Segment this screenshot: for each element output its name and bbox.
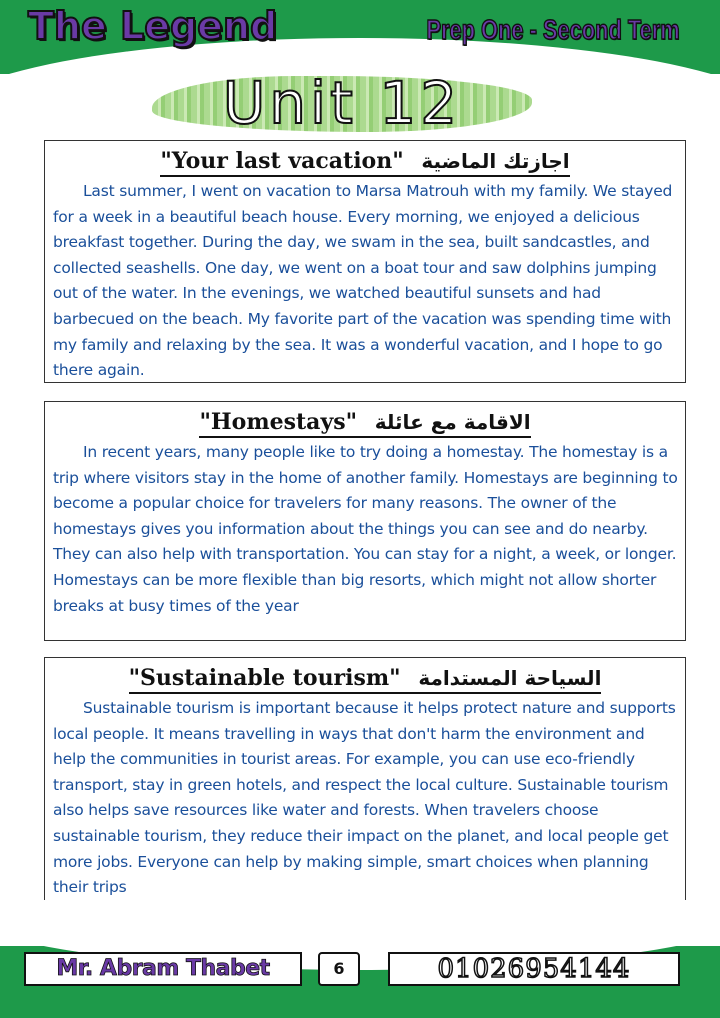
section-paragraph: Last summer, I went on vacation to Marsa Matrouh with my family. We stayed for a week in a beautiful beach house. Every morning, we enjoyed a delicious breakfast together. During the day, we swam in the sea, built sandcastles, and collected seashells. One day, we went on a boat tour and saw dolphins jumping out of the water. In the evenings, we watched beautiful sunsets and had barbecued on the beach. My favorite part of the vacation was spending time with my family and relaxing by the sea. It was a wonderful vacation, and I hope to go there again. — [53, 182, 673, 380]
brand-title: The Legend — [28, 4, 278, 48]
section-title-en: "Sustainable tourism" — [128, 665, 401, 691]
section-paragraph: In recent years, many people like to try doing a homestay. The homestay is a trip where visitors stay in the home of another family. Homestays are beginning to become a popular choice for travelers for many reasons. The owner of the homestays gives you information about the things you can see and do nearby. They can also help with transportation. You can stay for a night, a week, or longer. Homestays can be more flexible than big resorts, which might not allow shorter breaks at busy times of the year — [53, 443, 678, 615]
section-heading — [45, 147, 685, 177]
unit-title: Unit 12 — [222, 69, 462, 137]
section-heading-underline — [199, 408, 530, 438]
section-heading — [45, 408, 685, 438]
teacher-name-box: Mr. Abram Thabet — [24, 952, 302, 986]
section-heading-underline — [129, 664, 602, 694]
section-title-ar: السياحة المستدامة — [418, 666, 602, 690]
section-title-ar: اجازتك الماضية — [421, 149, 570, 173]
phone-number-box: 01026954144 — [388, 952, 680, 986]
section-heading — [45, 664, 685, 694]
section-last-vacation — [44, 140, 686, 383]
section-paragraph: Sustainable tourism is important because it helps protect nature and supports local people. It means travelling in ways that don't harm the environment and help the communities in tourist areas. For example, you can use eco-friendly transport, stay in green hotels, and respect the local culture. Sustainable tourism also helps save resources like water and forests. When travelers choose sustainable tourism, they reduce their impact on the planet, and local people get more jobs. Everyone can help by making simple, smart choices when planning their trips — [53, 699, 676, 897]
term-label: Prep One - Second Term — [426, 14, 680, 45]
section-title-en: "Your last vacation" — [160, 148, 404, 174]
section-title-en: "Homestays" — [199, 409, 358, 435]
section-homestays — [44, 401, 686, 641]
section-heading-underline — [160, 147, 569, 177]
unit-banner — [152, 68, 532, 138]
page-number: 6 — [318, 952, 360, 986]
section-title-ar: الاقامة مع عائلة — [374, 410, 531, 434]
section-sustainable-tourism — [44, 657, 686, 901]
